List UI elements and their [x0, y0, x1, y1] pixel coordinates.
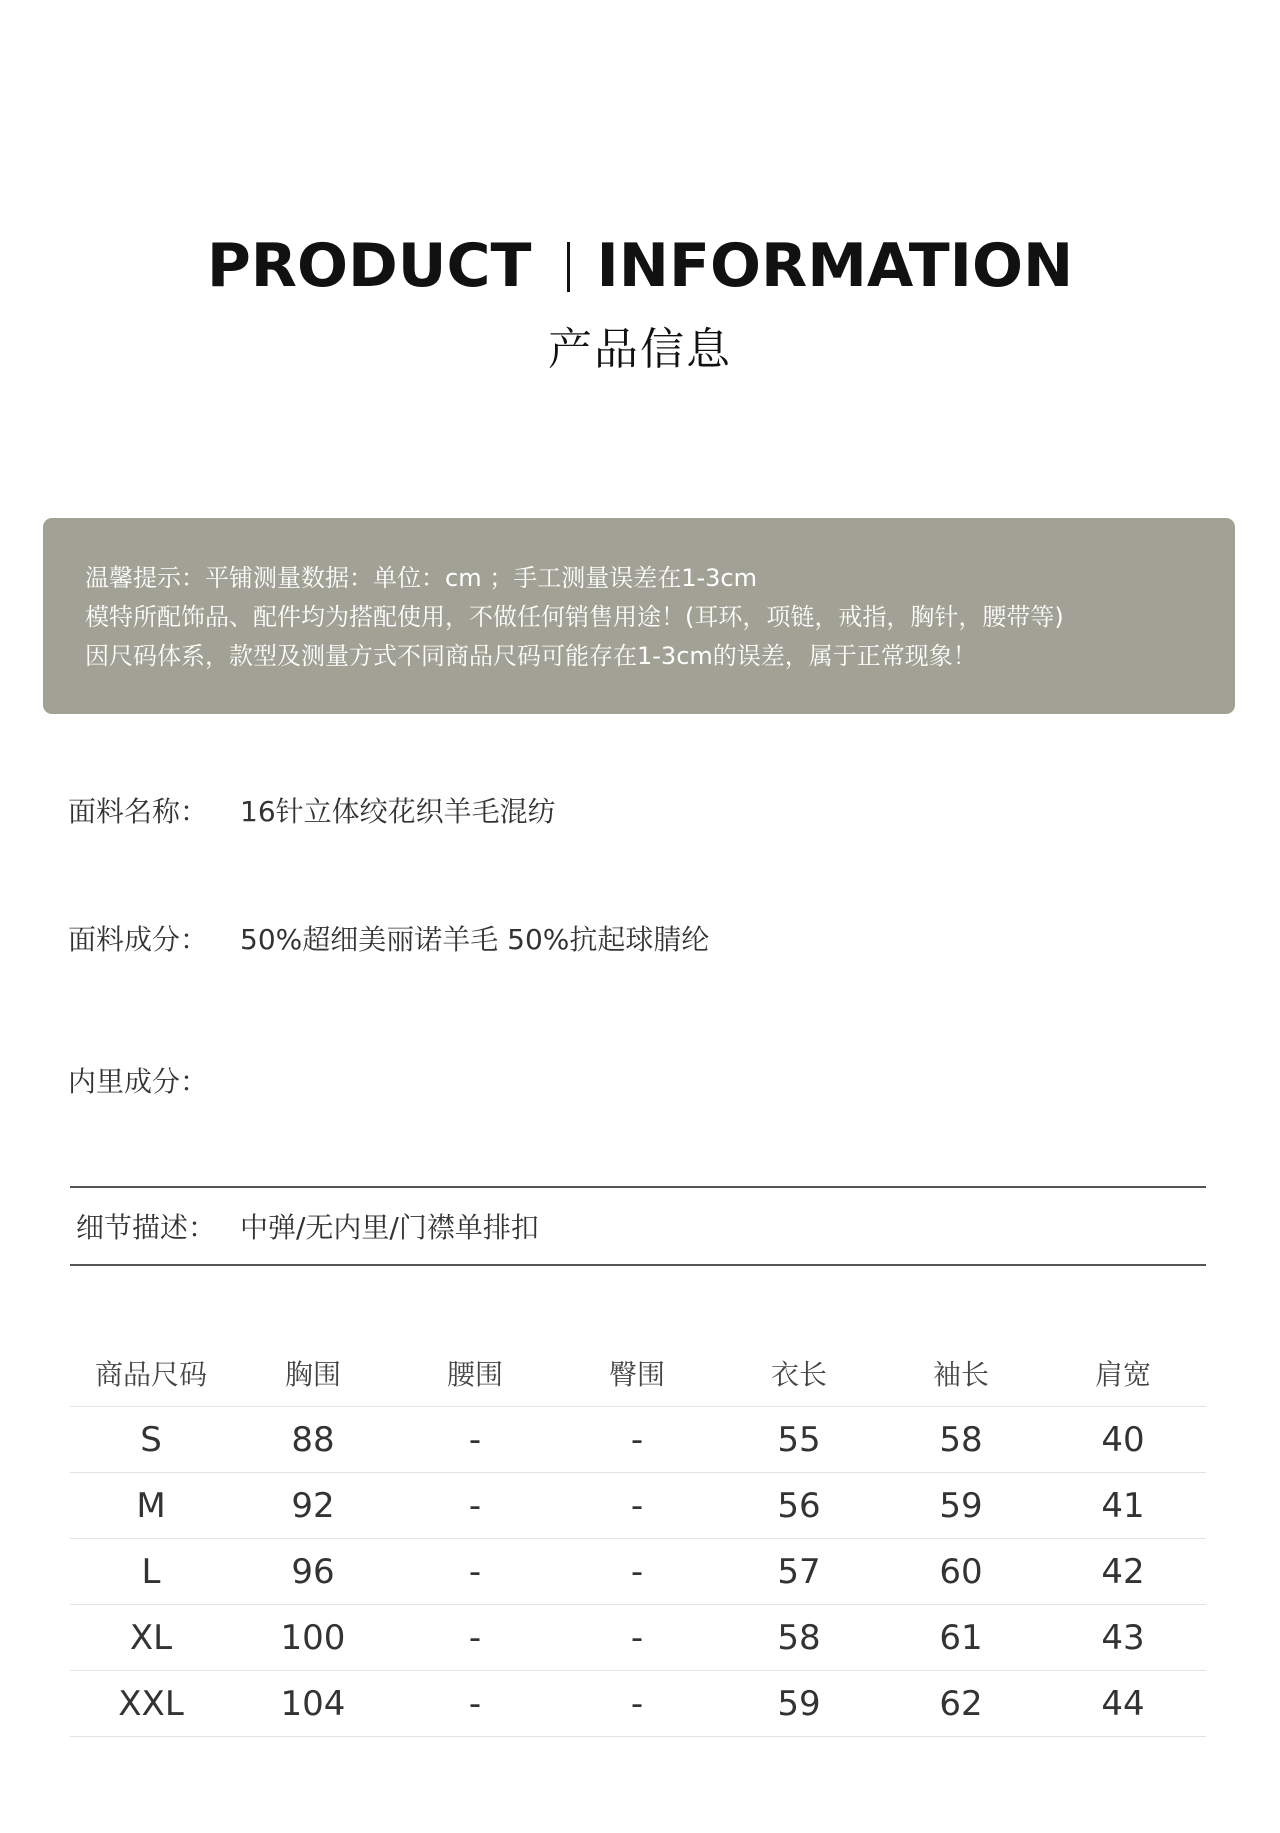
page-subtitle: 产品信息 — [548, 324, 732, 375]
fabric-name-value: 16针立体绞花织羊毛混纺 — [240, 795, 556, 828]
length-cell: 58 — [777, 1617, 821, 1658]
detail-value: 中弹/无内里/门襟单排扣 — [240, 1211, 539, 1244]
notice-line-accessories: 模特所配饰品、配件均为搭配使用，不做任何销售用途！(耳环，项链，戒指，胸针，腰带等) — [85, 603, 1064, 631]
sleeve-cell: 62 — [939, 1683, 983, 1724]
waist-cell: - — [468, 1617, 482, 1658]
shoulder-cell: 43 — [1101, 1617, 1145, 1658]
size-cell: S — [140, 1419, 162, 1460]
table-row — [70, 1407, 1206, 1473]
sleeve-cell: 59 — [939, 1485, 983, 1526]
fabric-composition-label: 面料成分： — [68, 923, 209, 956]
size-cell: XL — [129, 1617, 173, 1658]
size-cell: XXL — [118, 1683, 184, 1724]
fabric-name-row — [68, 792, 556, 832]
waist-cell: - — [468, 1485, 482, 1526]
sleeve-cell: 58 — [939, 1419, 983, 1460]
table-row — [70, 1671, 1206, 1737]
waist-cell: - — [468, 1419, 482, 1460]
hip-cell: - — [630, 1419, 644, 1460]
table-row — [70, 1473, 1206, 1539]
size-table — [70, 1340, 1206, 1737]
chest-cell: 96 — [291, 1551, 335, 1592]
header-length: 衣长 — [770, 1358, 827, 1391]
shoulder-cell: 41 — [1101, 1485, 1145, 1526]
sleeve-cell: 60 — [939, 1551, 983, 1592]
chest-cell: 100 — [280, 1617, 346, 1658]
shoulder-cell: 44 — [1101, 1683, 1145, 1724]
chest-cell: 104 — [280, 1683, 346, 1724]
hip-cell: - — [630, 1485, 644, 1526]
lining-label: 内里成分： — [68, 1065, 209, 1098]
divider-top — [70, 1186, 1206, 1188]
size-cell: M — [136, 1485, 166, 1526]
hip-cell: - — [630, 1617, 644, 1658]
detail-label: 细节描述： — [76, 1211, 217, 1244]
lining-row — [68, 1062, 240, 1102]
header-waist: 腰围 — [446, 1358, 503, 1391]
length-cell: 55 — [777, 1419, 821, 1460]
waist-cell: - — [468, 1551, 482, 1592]
page-title — [0, 228, 1280, 304]
chest-cell: 88 — [291, 1419, 335, 1460]
sleeve-cell: 61 — [939, 1617, 983, 1658]
title-separator — [567, 242, 570, 292]
hip-cell: - — [630, 1683, 644, 1724]
table-row — [70, 1605, 1206, 1671]
shoulder-cell: 40 — [1101, 1419, 1145, 1460]
fabric-composition-row — [68, 920, 709, 960]
notice-line-size-error: 因尺码体系，款型及测量方式不同商品尺码可能存在1-3cm的误差，属于正常现象！ — [85, 642, 977, 670]
length-cell: 56 — [777, 1485, 821, 1526]
size-cell: L — [141, 1551, 161, 1592]
fabric-composition-value: 50%超细美丽诺羊毛 50%抗起球腈纶 — [240, 923, 710, 956]
notice-box — [43, 518, 1235, 714]
header-sleeve: 袖长 — [932, 1358, 989, 1391]
fabric-name-label: 面料名称： — [68, 795, 209, 828]
header-size: 商品尺码 — [94, 1358, 207, 1391]
table-row — [70, 1539, 1206, 1605]
title-product: PRODUCT — [206, 231, 532, 301]
length-cell: 59 — [777, 1683, 821, 1724]
hip-cell: - — [630, 1551, 644, 1592]
notice-line-measurement: 温馨提示：平铺测量数据：单位：cm ；手工测量误差在1-3cm — [85, 564, 757, 592]
detail-row — [76, 1208, 539, 1248]
chest-cell: 92 — [291, 1485, 335, 1526]
divider-bottom — [70, 1264, 1206, 1266]
header-hip: 臀围 — [608, 1358, 665, 1391]
title-information: INFORMATION — [596, 231, 1074, 301]
length-cell: 57 — [777, 1551, 821, 1592]
header-shoulder: 肩宽 — [1094, 1358, 1151, 1391]
header-chest: 胸围 — [284, 1358, 341, 1391]
waist-cell: - — [468, 1683, 482, 1724]
shoulder-cell: 42 — [1101, 1551, 1145, 1592]
size-table-header — [70, 1340, 1206, 1407]
